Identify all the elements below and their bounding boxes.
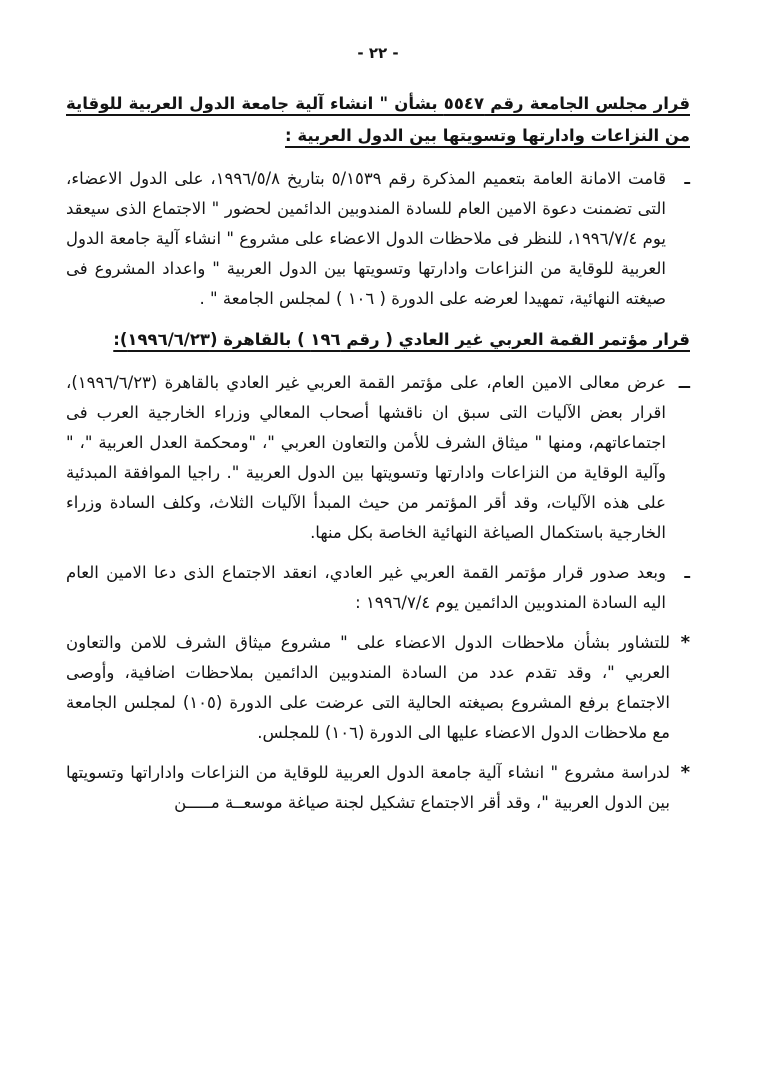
document-content (66, 88, 690, 818)
bullet-study-mechanism-text: لدراسة مشروع " انشاء آلية جامعة الدول العربية للوقاية من النزاعات واداراتها وتسويتها بين الدول العربية "، وقد أقر الاجتماع تشكيل لجنة صياغة موسعــة مـــــن (66, 763, 670, 812)
bullet-consultation-charter-text: للتشاور بشأن ملاحظات الدول الاعضاء على " مشروع ميثاق الشرف للامن والتعاون العربي "، وقد تقدم عدد من السادة المندوبين الدائمين بملاحظات اضافية، وأوصى الاجتماع برفع المشروع بصيغته الحالية التى عرضت على الدورة (١٠٥) لمجلس الجامعة مع ملاحظات الدول الاعضاء عليها الى الدورة (١٠٦) للمجلس. (66, 633, 671, 742)
bullet-consultation-charter (66, 628, 690, 748)
paragraph-secretariat-memo (66, 164, 690, 314)
paragraph-summit-presentation-text: عرض معالى الامين العام، على مؤتمر القمة العربي غير العادي بالقاهرة (١٩٩٦/٦/٢٣)، اقرار بعض الآليات التى سبق ان ناقشها أصحاب المعالي وزراء الخارجية العرب فى اجتماعاتهم، ومنها " ميثاق الشرف للأمن والتعاون العربي "، "ومحكمة العدل العربية "، " وآلية الوقاية من النزاعات وادارتها وتسويتها بين الدول العربية ". راجيا الموافقة المبدئية على هذه الآليات، وقد أقر المؤتمر من حيث المبدأ الآليات الثلاث، وكلف السادة وزراء الخارجية باستكمال الصياغة النهائية الخاصة بكل منها. (66, 373, 666, 542)
asterisk-marker: * (680, 762, 690, 783)
paragraph-after-summit (66, 558, 690, 618)
asterisk-marker: * (680, 632, 690, 653)
dash-marker: ـ (684, 169, 690, 188)
paragraph-after-summit-text: وبعد صدور قرار مؤتمر القمة العربي غير العادي، انعقد الاجتماع الذى دعا الامين العام اليه السادة المندوبين الدائمين يوم ١٩٩٦/٧/٤ : (66, 563, 666, 612)
dash-marker: ـ (684, 563, 690, 582)
paragraph-summit-presentation (66, 368, 690, 548)
long-dash-marker: ــ (678, 373, 690, 392)
heading-resolution-5547: قرار مجلس الجامعة رقم ٥٥٤٧ بشأن " انشاء آلية جامعة الدول العربية للوقاية من النزاعات وادارتها وتسويتها بين الدول العربية : (66, 94, 690, 145)
bullet-study-mechanism (66, 758, 690, 818)
paragraph-secretariat-memo-text: قامت الامانة العامة بتعميم المذكرة رقم ٥/١٥٣٩ بتاريخ ١٩٩٦/٥/٨، على الدول الاعضاء، التى تضمنت دعوة الامين العام للسادة المندوبين الدائمين لحضور " الاجتماع الذى سيعقد يوم ١٩٩٦/٧/٤، للنظر فى ملاحظات الدول الاعضاء على مشروع " انشاء آلية جامعة الدول العربية للوقاية من النزاعات وادارتها وتسويتها بين الدول العربية " واعداد المشروع فى صيغته النهائية، تمهيدا لعرضه على الدورة ( ١٠٦ ) لمجلس الجامعة " . (66, 169, 666, 308)
page-number: - ٢٢ - (357, 44, 399, 62)
heading-summit-resolution-196: قرار مؤتمر القمة العربي غير العادي ( رقم ١٩٦ ) بالقاهرة (١٩٩٦/٦/٢٣): (113, 330, 690, 349)
